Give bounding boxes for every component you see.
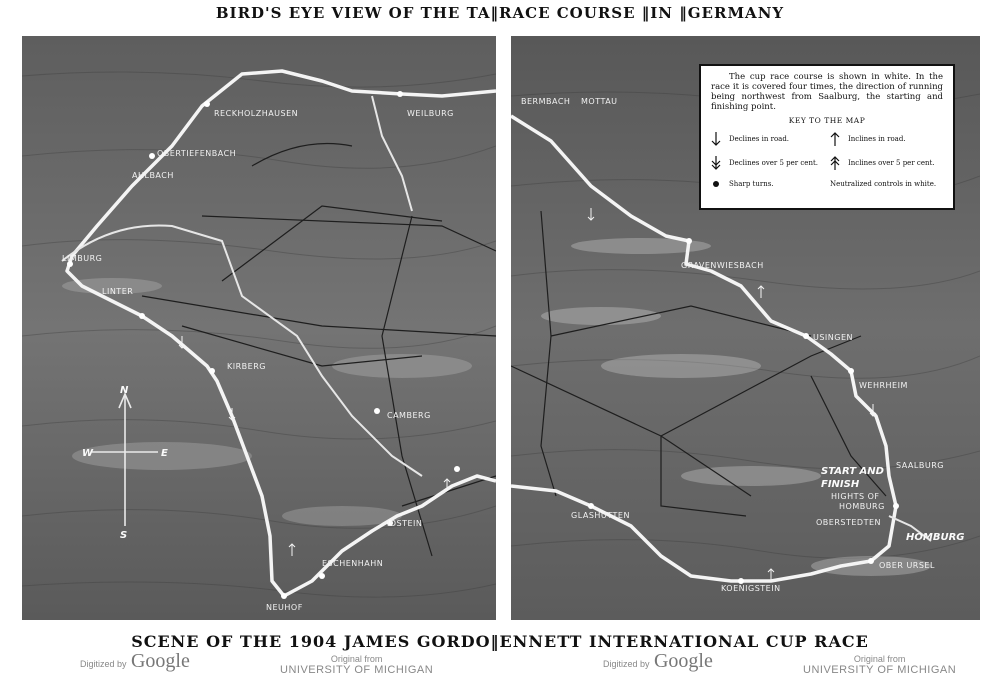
place-label: WEILBURG [407,109,454,118]
map-left-page [22,36,496,620]
key-item-inclines-steep: Inclines over 5 per cent. [830,155,943,171]
key-item-declines: Declines in road. [711,131,824,147]
page-gutter [496,30,511,630]
key-item-sharp-turns: Sharp turns. [711,179,824,189]
place-label: KOENIGSTEIN [721,584,781,593]
place-label: SAALBURG [896,461,944,470]
key-item-neutralized: Neutralized controls in white. [830,180,937,188]
place-label: LIMBURG [62,254,103,263]
arrow-down-icon [711,131,721,147]
compass-north-label: N [120,385,129,396]
place-label: LINTER [102,287,134,296]
place-label: ESCHENHAHN [322,559,384,568]
google-logo: Google [130,650,190,672]
compass-east-label: E [161,448,168,459]
place-label: OBERSTEDTEN [816,518,882,527]
double-arrow-down-icon [711,155,721,171]
key-item-declines-steep: Declines over 5 per cent. [711,155,824,171]
place-label: OBER URSEL [879,561,935,570]
footer-original-left: Original from UNIVERSITY OF MICHIGAN [280,654,434,676]
place-label: RECKHOLZHAUSEN [214,109,299,118]
start-label: START AND [821,466,884,477]
place-label: KIRBERG [227,362,266,371]
key-description: The cup race course is shown in white. In the race it is covered four times, the direction of running being northwest from Saalburg, the starting and finishing point. [711,72,943,112]
dot-icon [711,179,721,189]
footer-original-right: Original from UNIVERSITY OF MICHIGAN [803,654,957,676]
place-label: HIGHTS OF [831,492,880,501]
footer-digitized-right: Digitized by Google [603,650,713,672]
footer-digitized-left: Digitized by Google [80,650,190,672]
place-label: AHLBACH [132,171,174,180]
map-left-svg [22,36,496,620]
compass-west-label: W [82,448,94,459]
place-label: MOTTAU [581,97,618,106]
place-label: CAMBERG [387,411,431,420]
place-label: GLASHUTTEN [571,511,630,520]
place-label: OBERTIEFENBACH [157,149,237,158]
place-label: HOMBURG [839,502,885,511]
double-arrow-up-icon [830,155,840,171]
place-label: WEHRHEIM [859,381,908,390]
compass-south-label: S [120,530,128,541]
place-label: BERMBACH [521,97,571,106]
page-title-top: BIRD'S EYE VIEW OF THE TA‖RACE COURSE ‖IN ‖GERMANY [215,4,785,22]
page-title-bottom: SCENE OF THE 1904 JAMES GORDO‖ENNETT INTERNATIONAL CUP RACE [131,632,869,651]
place-label: HOMBURG [906,532,965,543]
place-label: NEUHOF [266,603,303,612]
finish-label: FINISH [821,479,860,490]
place-label: GRAVENWIESBACH [681,261,764,270]
map-right-page [511,36,980,620]
key-item-inclines: Inclines in road. [830,131,943,147]
key-title: KEY TO THE MAP [788,116,866,125]
map-key-box [699,64,955,210]
google-logo: Google [653,650,713,672]
key-legend [711,131,943,189]
place-label: IDSTEIN [387,519,423,528]
place-label: USINGEN [813,333,854,342]
arrow-up-icon [830,131,840,147]
